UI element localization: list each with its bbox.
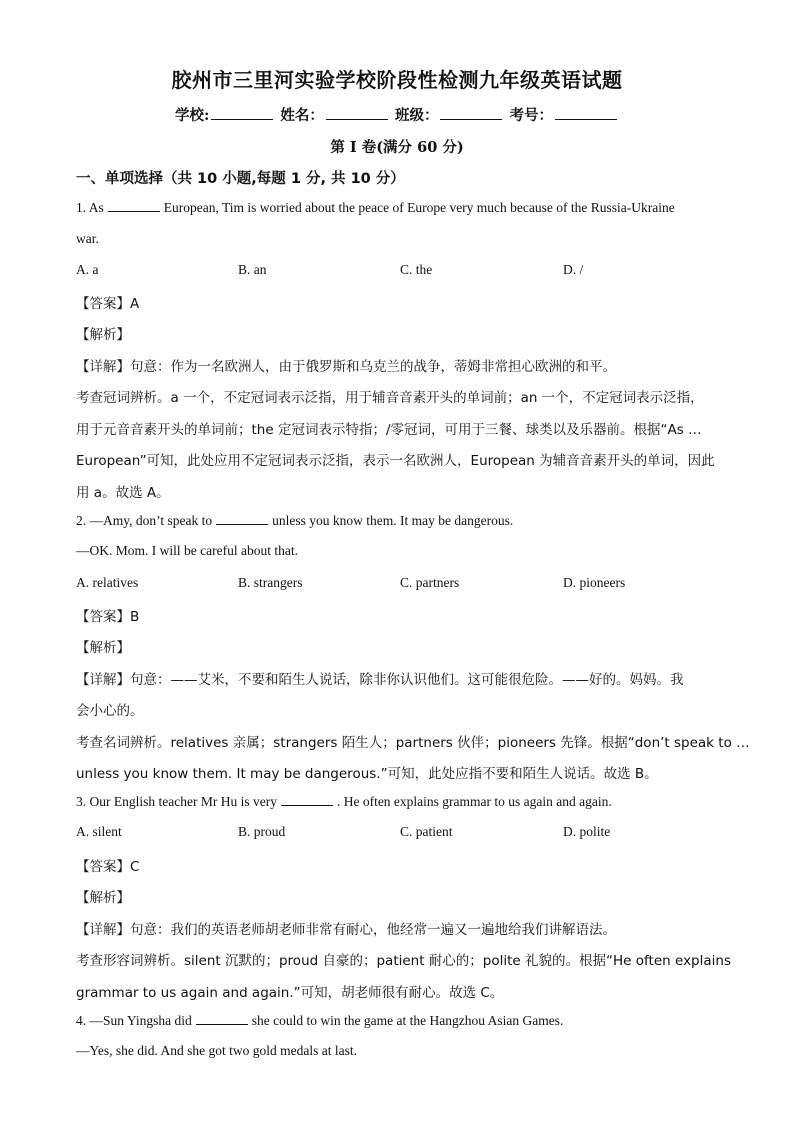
q2-detail-2: 会小心的。: [76, 703, 144, 719]
q2-detail-1: 【详解】句意：——艾米，不要和陌生人说话，除非你认识他们。这可能很危险。——好的。妈妈。我: [76, 672, 684, 688]
part-heading: 一、单项选择（共 10 小题,每题 1 分, 共 10 分）: [76, 171, 405, 187]
q2-option-a: A. relatives: [76, 575, 139, 590]
q1-stem-line1: [76, 199, 675, 216]
q2-option-c: C. partners: [400, 575, 460, 590]
q2-blank: [216, 512, 268, 525]
q1-stem-line2: war.: [76, 231, 99, 246]
q3-detail-1: 【详解】句意：我们的英语老师胡老师非常有耐心，他经常一遍又一遍地给我们讲解语法。: [76, 922, 616, 938]
q2-stem-b: unless you know them. It may be dangerous.: [272, 513, 514, 528]
number-blank[interactable]: [555, 106, 617, 120]
page-title: 胶州市三里河实验学校阶段性检测九年级英语试题: [171, 68, 623, 92]
q1-detail-1: 【详解】句意：作为一名欧洲人，由于俄罗斯和乌克兰的战争，蒂姆非常担心欧洲的和平。: [76, 359, 616, 375]
name-blank[interactable]: [326, 106, 388, 120]
q3-stem-line1: [76, 793, 612, 810]
q3-stem-a: 3. Our English teacher Mr Hu is very: [76, 794, 277, 809]
name-label: 姓名：: [280, 107, 324, 124]
q2-analysis-label: 【解析】: [76, 640, 130, 656]
q4-stem-line2: —Yes, she did. And she got two gold medals at last.: [76, 1043, 357, 1058]
q1-option-b: B. an: [238, 262, 267, 277]
q2-answer: 【答案】B: [76, 609, 140, 625]
q3-option-d: D. polite: [563, 824, 611, 839]
class-blank[interactable]: [440, 106, 502, 120]
q2-stem-line1: [76, 512, 513, 529]
q1-stem-a: 1. As: [76, 200, 104, 215]
q1-blank: [108, 199, 160, 212]
q4-stem-b: she could to win the game at the Hangzhou Asian Games.: [251, 1013, 564, 1028]
class-label: 班级：: [394, 107, 439, 124]
q1-analysis-label: 【解析】: [76, 327, 130, 343]
q1-option-a: A. a: [76, 262, 99, 277]
q1-stem-b: European, Tim is worried about the peace of Europe very much because of the Russia-Ukraine: [163, 200, 675, 215]
q3-answer: 【答案】C: [76, 859, 140, 875]
q3-detail-2: 考查形容词辨析。silent 沉默的；proud 自豪的；patient 耐心的；polite 礼貌的。根据“He often explains: [76, 953, 731, 969]
q4-stem-line1: [76, 1012, 563, 1029]
q3-blank: [281, 793, 333, 806]
q3-stem-b: . He often explains grammar to us again and again.: [336, 794, 612, 809]
q2-option-b: B. strangers: [238, 575, 303, 590]
q1-detail-3: 用于元音音素开头的单词前；the 定冠词表示特指；/零冠词，可用于三餐、球类以及乐器前。根据“As …: [76, 422, 702, 438]
q2-detail-3: 考查名词辨析。relatives 亲属；strangers 陌生人；partners 伙伴；pioneers 先锋。根据“don’t speak to …: [76, 735, 750, 751]
q1-answer: 【答案】A: [76, 296, 140, 312]
q3-detail-3: grammar to us again and again.”可知，胡老师很有耐心。故选 C。: [76, 985, 504, 1001]
school-blank[interactable]: [211, 106, 273, 120]
q1-detail-2: 考查冠词辨析。a 一个，不定冠词表示泛指，用于辅音音素开头的单词前；an 一个，不定冠词表示泛指，: [76, 390, 704, 406]
school-label: 学校:: [174, 107, 210, 124]
q3-option-c: C. patient: [400, 824, 453, 839]
q2-stem-a: 2. —Amy, don’t speak to: [76, 513, 213, 528]
section-title: 第 I 卷(满分 60 分): [330, 139, 464, 156]
q4-blank: [196, 1012, 248, 1025]
q2-detail-4: unless you know them. It may be dangerous.”可知，此处应指不要和陌生人说话。故选 B。: [76, 766, 658, 782]
q2-option-d: D. pioneers: [563, 575, 626, 590]
q3-analysis-label: 【解析】: [76, 890, 130, 906]
q1-detail-4: European”可知，此处应用不定冠词表示泛指，表示一名欧洲人，European 为辅音音素开头的单词，因此: [76, 453, 715, 469]
q2-stem-line2: —OK. Mom. I will be careful about that.: [76, 543, 298, 558]
q3-option-a: A. silent: [76, 824, 122, 839]
number-label: 考号：: [509, 107, 554, 124]
student-info-line: [0, 104, 794, 125]
q1-option-d: D. /: [563, 262, 584, 277]
q1-detail-5: 用 a。故选 A。: [76, 485, 170, 501]
q3-option-b: B. proud: [238, 824, 286, 839]
q4-stem-a: 4. —Sun Yingsha did: [76, 1013, 192, 1028]
q1-option-c: C. the: [400, 262, 433, 277]
